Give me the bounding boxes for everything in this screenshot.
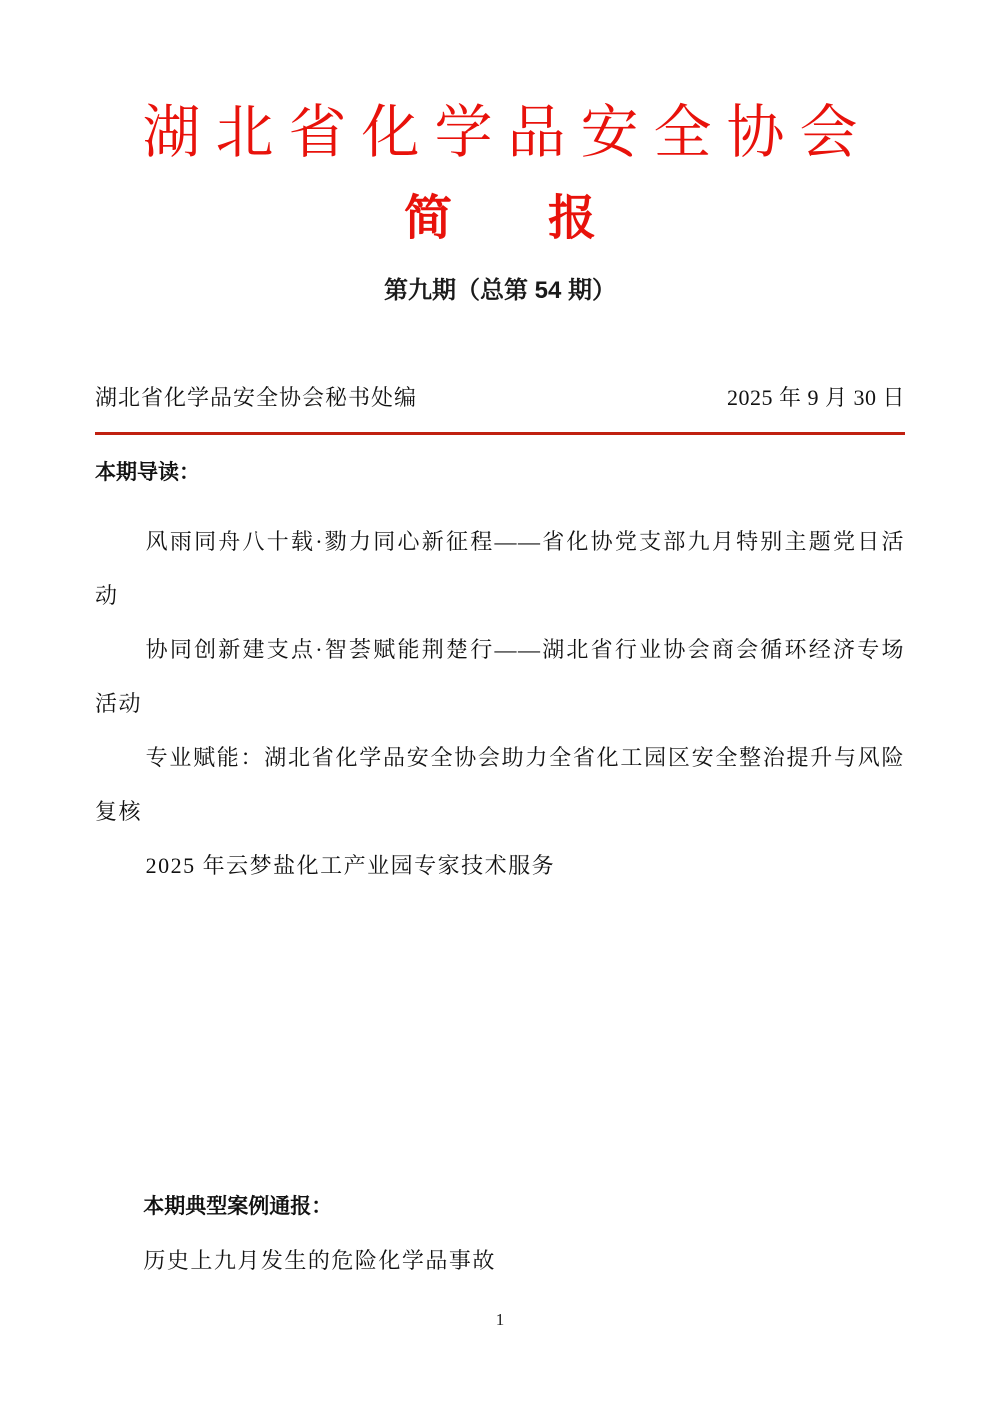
issue-number-line: 第九期（总第 54 期） xyxy=(383,276,617,304)
guide-item-2: 协同创新建支点·智荟赋能荆楚行——湖北省行业协会商会循环经济专场活动 xyxy=(95,636,905,716)
case-heading: 本期典型案例通报： xyxy=(143,1194,333,1218)
guide-list xyxy=(95,515,905,893)
bulletin-title: 简 报 xyxy=(403,191,596,245)
page-number: 1 xyxy=(495,1309,505,1329)
org-title: 湖北省化学品安全协会 xyxy=(142,100,873,165)
guide-item-3: 专业赋能：湖北省化学品安全协会助力全省化工园区安全整治提升与风险复核 xyxy=(95,744,905,824)
guide-item-4: 2025 年云梦盐化工产业园专家技术服务 xyxy=(145,852,556,878)
case-item: 历史上九月发生的危险化学品事故 xyxy=(143,1247,496,1273)
divider-rule xyxy=(95,432,905,435)
meta-row xyxy=(95,384,905,413)
publish-date: 2025 年 9 月 30 日 xyxy=(726,384,905,410)
guide-item-1: 风雨同舟八十载·勠力同心新征程——省化协党支部九月特别主题党日活动 xyxy=(95,528,905,608)
guide-heading: 本期导读： xyxy=(95,461,200,485)
case-section xyxy=(95,1180,905,1288)
editor-credit: 湖北省化学品安全协会秘书处编 xyxy=(95,384,418,410)
